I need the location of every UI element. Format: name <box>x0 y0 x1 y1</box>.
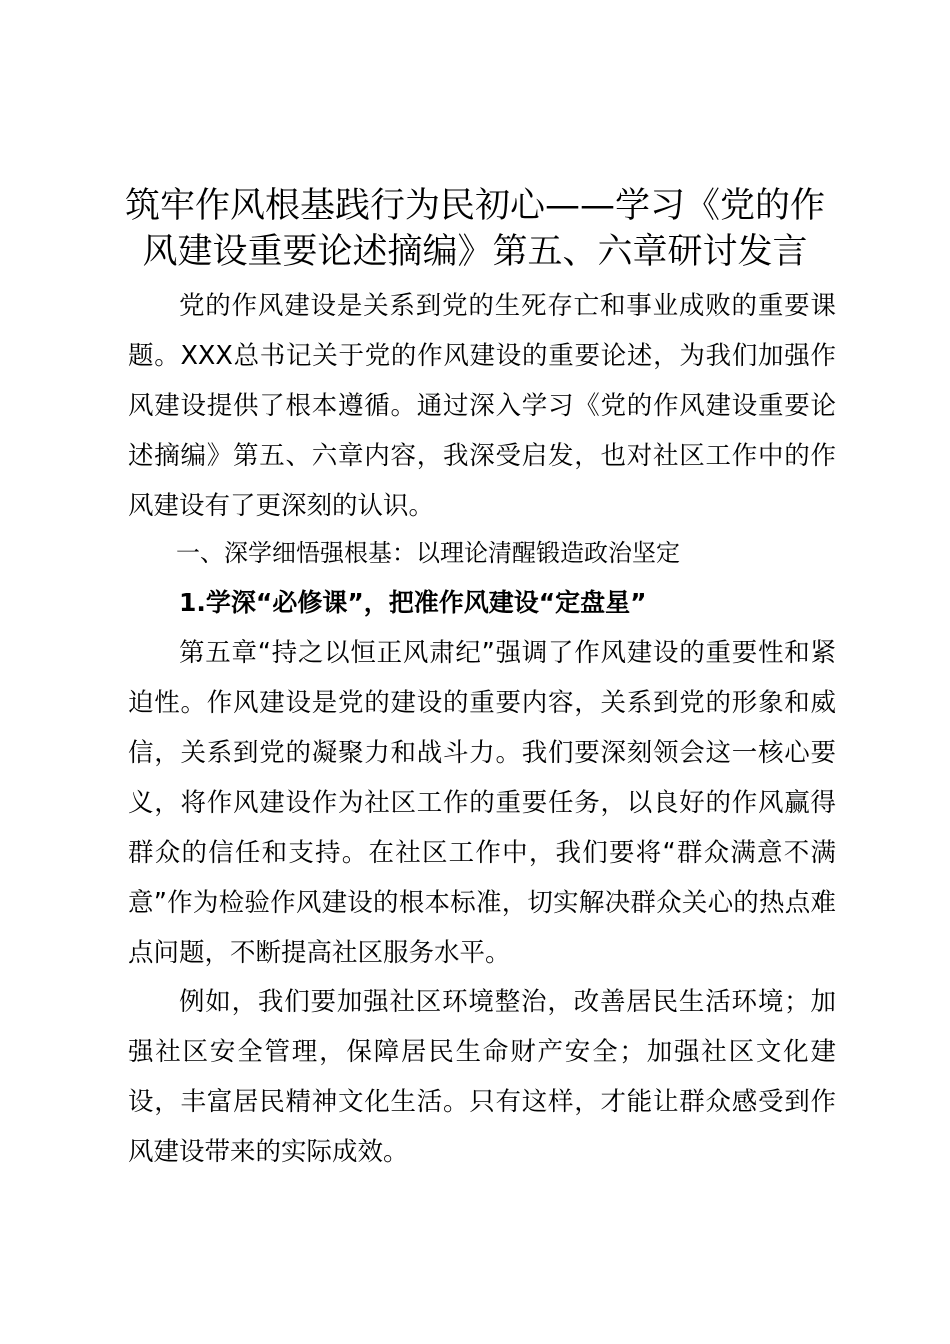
intro-paragraph: 党的作风建设是关系到党的生死存亡和事业成败的重要课题。XXX总书记关于党的作风建设的重要论述，为我们加强作风建设提供了根本遵循。通过深入学习《党的作风建设重要论述摘编》第五、六章内容，我深受启发，也对社区工作中的作风建设有了更深刻的认识。 <box>128 291 836 521</box>
document-title: 筑牢作风根基践行为民初心——学习《党的作风建设重要论述摘编》第五、六章研讨发言 <box>124 186 825 272</box>
subsection-heading-1: 1.学深“必修课”，把准作风建设“定盘星” <box>179 588 647 617</box>
section-heading-1: 一、深学细悟强根基：以理论清醒锻造政治坚定 <box>176 539 680 567</box>
body-paragraph-1: 第五章“持之以恒正风肃纪”强调了作风建设的重要性和紧迫性。作风建设是党的建设的重要内容，关系到党的形象和威信，关系到党的凝聚力和战斗力。我们要深刻领会这一核心要义，将作风建设作为社区工作的重要任务，以良好的作风赢得群众的信任和支持。在社区工作中，我们要将“群众满意不满意”作为检验作风建设的根本标准，切实解决群众关心的热点难点问题，不断提高社区服务水平。 <box>128 638 836 968</box>
body-paragraph-2: 例如，我们要加强社区环境整治，改善居民生活环境；加强社区安全管理，保障居民生命财产安全；加强社区文化建设，丰富居民精神文化生活。只有这样，才能让群众感受到作风建设带来的实际成效。 <box>128 987 836 1167</box>
